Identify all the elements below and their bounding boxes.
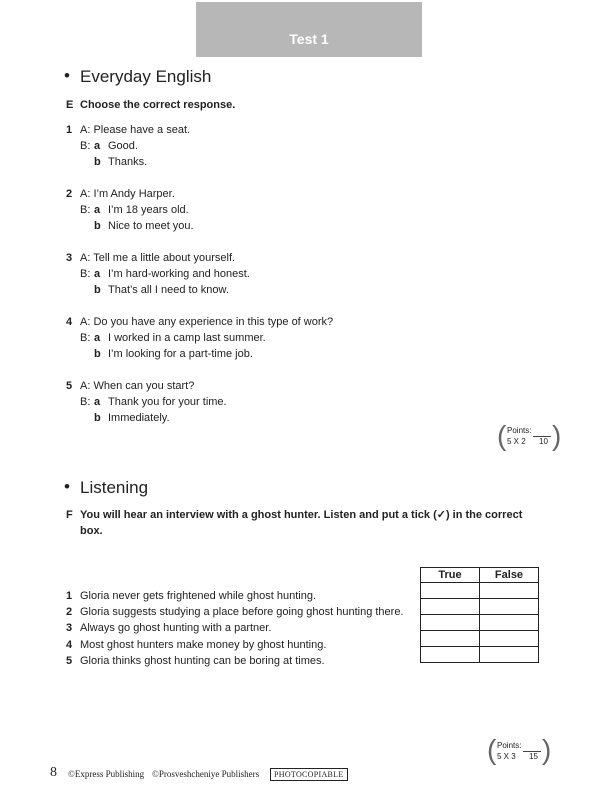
option-letter-b: b (94, 348, 101, 360)
response-option-a: Good. (108, 140, 138, 152)
exercise-letter-e: E (66, 99, 74, 111)
statement-text: Gloria thinks ghost hunting can be boring at times. (80, 654, 325, 667)
response-option-b: Thanks. (108, 156, 148, 168)
response-option-b: I’m looking for a part-time job. (108, 348, 253, 360)
points-right-paren: ) (542, 734, 552, 765)
points-box-f (487, 736, 551, 768)
false-checkbox-cell[interactable] (480, 615, 539, 631)
option-letter-b: b (94, 156, 101, 168)
response-option-a: I’m hard-working and honest. (108, 268, 250, 280)
response-option-a: I worked in a camp last summer. (108, 332, 266, 344)
statement-number: 3 (66, 622, 73, 635)
dialogue-question: A: Tell me a little about yourself. (80, 252, 236, 264)
answer-row (421, 647, 539, 663)
option-letter-a: a (94, 204, 101, 216)
statement-text: Most ghost hunters make money by ghost hunting. (80, 638, 327, 651)
option-letter-b: b (94, 284, 101, 296)
dialogue-question: A: I’m Andy Harper. (80, 188, 175, 200)
statement-number: 1 (66, 590, 73, 602)
option-letter-b: b (94, 412, 101, 424)
dialogue-number: 5 (66, 380, 73, 392)
response-prefix: B: (80, 140, 91, 152)
points-formula: 5 X 3 (497, 752, 516, 761)
true-checkbox-cell[interactable] (421, 631, 480, 647)
response-prefix: B: (80, 396, 91, 408)
test-title: Test 1 (289, 31, 329, 47)
true-checkbox-cell[interactable] (421, 599, 480, 615)
answer-row (421, 583, 539, 599)
points-left-paren: ( (487, 734, 497, 765)
statement-text: Always go ghost hunting with a partner. (80, 622, 272, 635)
dialogue-number: 1 (66, 124, 73, 136)
option-letter-a: a (94, 140, 101, 152)
section-heading-everyday-english: Everyday English (80, 67, 212, 86)
response-option-b: Nice to meet you. (108, 220, 194, 232)
answer-row (421, 615, 539, 631)
statement-text: Gloria never gets frightened while ghost hunting. (80, 590, 317, 602)
response-option-a: I’m 18 years old. (108, 204, 189, 216)
statement-number: 2 (66, 606, 73, 619)
true-checkbox-cell[interactable] (421, 615, 480, 631)
option-letter-a: a (94, 268, 101, 280)
section-heading-listening: Listening (80, 478, 149, 497)
points-left-paren: ( (497, 420, 507, 451)
false-checkbox-cell[interactable] (480, 583, 539, 599)
response-option-b: Immediately. (108, 412, 170, 424)
answer-row (421, 631, 539, 647)
exercise-letter-f: F (66, 509, 73, 521)
response-option-a: Thank you for your time. (108, 396, 227, 408)
page-number: 8 (50, 765, 57, 780)
dialogue-question: A: Please have a seat. (80, 124, 191, 136)
points-label: Points: (497, 741, 522, 750)
dialogue-number: 4 (66, 316, 73, 328)
option-letter-b: b (94, 220, 101, 232)
response-prefix: B: (80, 204, 91, 216)
points-total: 15 (529, 752, 538, 761)
dialogue-question: A: When can you start? (80, 380, 195, 392)
footer-publisher-prosveshcheniye: ©Prosveshcheniye Publishers (152, 769, 260, 779)
false-checkbox-cell[interactable] (480, 631, 539, 647)
photocopiable-label: PHOTOCOPIABLE (270, 768, 348, 781)
false-checkbox-cell[interactable] (480, 647, 539, 663)
exercise-e-instruction: Choose the correct response. (80, 99, 236, 111)
false-checkbox-cell[interactable] (480, 599, 539, 615)
header-false: False (480, 568, 539, 583)
response-option-b: That’s all I need to know. (108, 284, 229, 296)
true-checkbox-cell[interactable] (421, 583, 480, 599)
section-bullet: • (64, 477, 70, 496)
response-prefix: B: (80, 332, 91, 344)
true-false-table (420, 567, 539, 663)
statement-text: Gloria suggests studying a place before going ghost hunting there. (80, 606, 404, 619)
footer-publisher-express: ©Express Publishing (68, 769, 145, 779)
statement-number: 4 (66, 638, 73, 651)
dialogue-question: A: Do you have any experience in this type of work? (80, 316, 334, 328)
dialogue-number: 2 (66, 188, 73, 200)
dialogue-number: 3 (66, 252, 73, 264)
points-box-e (497, 422, 561, 454)
header-true: True (421, 568, 480, 583)
title-banner (196, 2, 422, 57)
points-total: 10 (539, 437, 548, 446)
points-formula: 5 X 2 (507, 437, 526, 446)
answer-row (421, 599, 539, 615)
true-checkbox-cell[interactable] (421, 647, 480, 663)
exercise-f-instruction-cont: box. (80, 525, 103, 537)
option-letter-a: a (94, 332, 101, 344)
option-letter-a: a (94, 396, 101, 408)
exercise-f-instruction: You will hear an interview with a ghost hunter. Listen and put a tick (✓) in the correct (80, 509, 523, 521)
points-label: Points: (507, 426, 532, 435)
response-prefix: B: (80, 268, 91, 280)
points-right-paren: ) (552, 420, 562, 451)
statement-number: 5 (66, 654, 73, 667)
section-bullet: • (64, 66, 70, 85)
